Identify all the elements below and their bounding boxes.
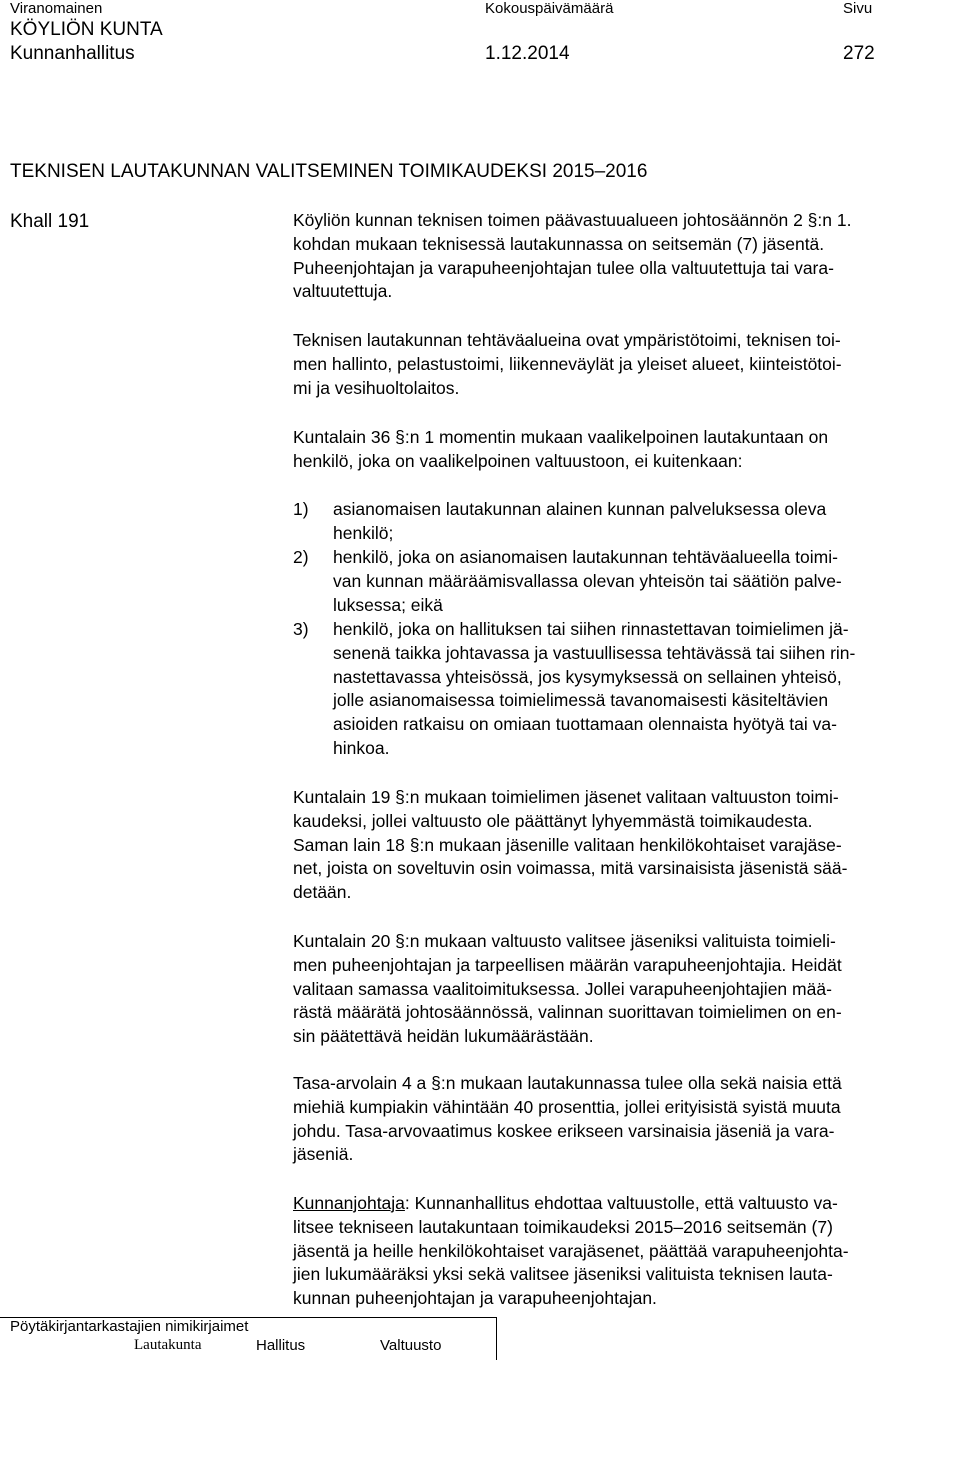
text-line: men puheenjohtajan ja tarpeellisen määrän varapuheenjohtajia. Heidät	[293, 954, 842, 975]
text-line: net, joista on soveltuvin osin voimassa, mitä varsinaisista jäsenistä sää-	[293, 858, 848, 879]
text-line: van kunnan määräämisvallassa olevan yhteisön tai säätiön palve-	[333, 570, 842, 591]
text-line: asioiden ratkaisu on omiaan tuottamaan olennaista hyötyä tai va-	[333, 714, 837, 735]
proposal-paragraph	[293, 1192, 959, 1311]
text-line: hinkoa.	[333, 737, 390, 758]
text-line: jäsentä ja heille henkilökohtaiset varajäsenet, päättää varapuheenjohta-	[293, 1240, 849, 1261]
text-line: asianomaisen lautakunnan alainen kunnan palveluksessa oleva	[333, 499, 827, 519]
proposal-first-line: : Kunnanhallitus ehdottaa valtuustolle, että valtuusto va-	[404, 1193, 838, 1213]
text-line: henkilö, joka on asianomaisen lautakunnan tehtäväalueella toimi-	[333, 547, 838, 567]
header-authority-label: Viranomainen	[10, 0, 103, 17]
text-line: valitaan samassa vaalitoimituksessa. Jollei varapuheenjohtajien mää-	[293, 978, 832, 999]
page-number: 272	[843, 43, 875, 64]
text-line	[293, 1192, 959, 1216]
header-date-label: Kokouspäivämäärä	[485, 0, 614, 17]
text-line: senenä taikka johtavassa ja vastuullisessa tehtävässä tai siihen rin-	[333, 642, 856, 663]
text-line: valtuutettuja.	[293, 281, 393, 302]
text-line: luksessa; eikä	[333, 594, 443, 615]
text-line: Köyliön kunnan teknisen toimen päävastuualueen johtosäännön 2 §:n 1.	[293, 210, 852, 230]
footer-col-board: Lautakunta	[134, 1337, 202, 1353]
paragraph-4	[293, 786, 959, 905]
text-line: Teknisen lautakunnan tehtäväalueina ovat ympäristötoimi, teknisen toi-	[293, 330, 841, 350]
list-number: 2)	[293, 547, 309, 567]
footer-col-council: Valtuusto	[380, 1337, 442, 1354]
paragraph-2	[293, 329, 959, 400]
text-line: miehiä kumpiakin vähintään 40 prosenttia, jollei erityisistä syistä muuta	[293, 1096, 841, 1117]
proposal-speaker: Kunnanjohtaja	[293, 1193, 405, 1213]
text-line: nastettavassa yhteisössä, jos kysymyksessä on sellainen yhteisö,	[333, 666, 842, 687]
text-line: henkilö, joka on hallituksen tai siihen rinnastettavan toimielimen jä-	[333, 619, 849, 639]
text-line: rästä määrätä johtosäännössä, valinnan suorittavan toimielimen on en-	[293, 1002, 842, 1023]
text-line: mi ja vesihuoltolaitos.	[293, 377, 460, 398]
paragraph-5	[293, 930, 959, 1049]
text-line: jäseniä.	[293, 1144, 354, 1165]
footer-col-government: Hallitus	[256, 1337, 306, 1354]
text-line: Kuntalain 36 §:n 1 momentin mukaan vaalikelpoinen lautakuntaan on	[293, 427, 829, 447]
text-line: litsee tekniseen lautakuntaan toimikaudeksi 2015–2016 seitsemän (7)	[293, 1216, 833, 1237]
text-line: Tasa-arvolain 4 a §:n mukaan lautakunnassa tulee olla sekä naisia että	[293, 1073, 842, 1093]
paragraph-1	[293, 209, 959, 304]
text-line: Puheenjohtajan ja varapuheenjohtajan tulee olla valtuutettuja tai vara-	[293, 257, 834, 278]
text-line: Kuntalain 19 §:n mukaan toimielimen jäsenet valitaan valtuuston toimi-	[293, 787, 839, 807]
text-line: kohdan mukaan teknisessä lautakunnassa on seitsemän (7) jäsentä.	[293, 233, 825, 254]
paragraph-6	[293, 1072, 959, 1167]
text-line: jolle asianomaisessa toimielimessä tavanomaisesti käsiteltävien	[333, 690, 829, 711]
text-line: sin päätettävä heidän lukumäärästään.	[293, 1026, 594, 1047]
list-number: 1)	[293, 499, 309, 519]
text-line: kaudeksi, jollei valtuusto ole päättänyt lyhyemmästä toimikaudesta.	[293, 810, 813, 831]
text-line: men hallinto, pelastustoimi, liikenneväylät ja yleiset alueet, kiinteistötoi-	[293, 353, 842, 374]
document-title: TEKNISEN LAUTAKUNNAN VALITSEMINEN TOIMIKAUDEKSI 2015–2016	[10, 161, 648, 182]
authority-name: Kunnanhallitus	[10, 43, 135, 64]
footer-title: Pöytäkirjantarkastajien nimikirjaimet	[10, 1318, 249, 1335]
text-line: henkilö, joka on vaalikelpoinen valtuustoon, ei kuitenkaan:	[293, 450, 743, 471]
text-line: kunnan puheenjohtajan ja varapuheenjohtajan.	[293, 1288, 657, 1309]
section-reference: Khall 191	[10, 211, 90, 232]
paragraph-3	[293, 426, 959, 474]
text-line: jien lukumääräksi yksi sekä valitsee jäseniksi valituista teknisen lauta-	[293, 1264, 833, 1285]
meeting-date: 1.12.2014	[485, 43, 570, 64]
header-page-label: Sivu	[843, 0, 873, 17]
text-line: johdu. Tasa-arvovaatimus koskee erikseen varsinaisia jäseniä ja vara-	[293, 1120, 835, 1141]
text-line: Kuntalain 20 §:n mukaan valtuusto valitsee jäseniksi valituista toimieli-	[293, 931, 836, 951]
text-line: Saman lain 18 §:n mukaan jäsenille valitaan henkilökohtaiset varajäse-	[293, 834, 842, 855]
list-number: 3)	[293, 619, 309, 639]
text-line: henkilö;	[333, 522, 394, 543]
text-line: detään.	[293, 882, 352, 903]
municipality-name: KÖYLIÖN KUNTA	[10, 19, 163, 40]
